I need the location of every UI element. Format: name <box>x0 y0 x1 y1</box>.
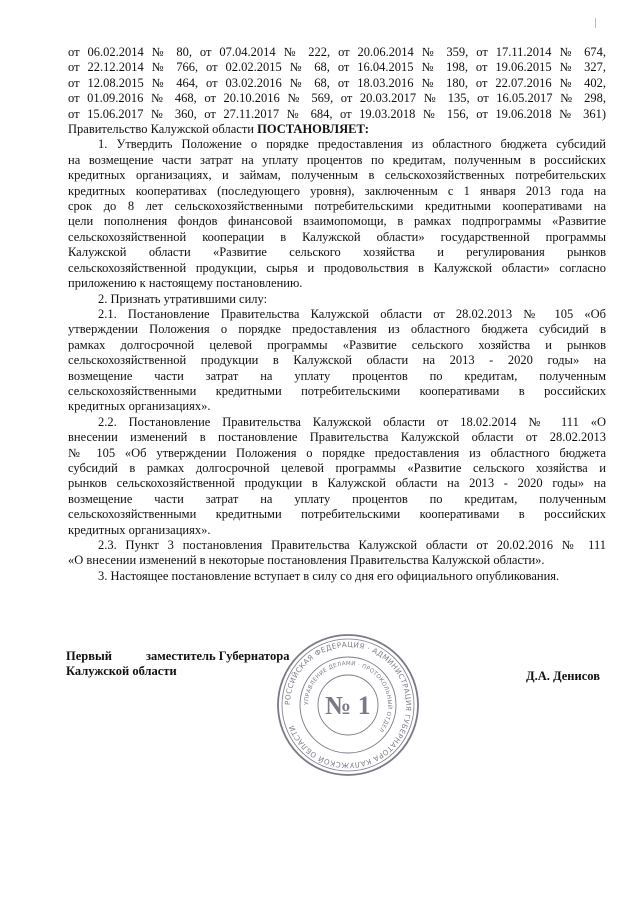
item-2-2-line: рынков сельскохозяйственной продукции в Калужской области на 2013 - 2020 годы» на <box>68 476 606 491</box>
item-1-line: сельскохозяйственной кооперации в Калужской области» государственной программы <box>68 229 606 244</box>
item-1-line: кредитных организациях, и займам, полученным в сельскохозяйственных потребительских <box>68 168 606 183</box>
stamp-ring-text: РОССИЙСКАЯ ФЕДЕРАЦИЯ · АДМИНИСТРАЦИЯ ГУБЕРНАТОРА КАЛУЖСКОЙ ОБЛАСТИ <box>282 639 414 771</box>
item-2-2-line: кредитных организациях». <box>68 522 211 537</box>
scan-mark <box>595 18 596 28</box>
item-1-line: приложению к настоящему постановлению. <box>68 276 303 291</box>
stamp-inner-text: УПРАВЛЕНИЕ ДЕЛАМИ · ПРОТОКОЛЬНЫЙ ОТДЕЛ <box>303 660 393 734</box>
item-2-2-line: № 105 «Об утверждении Положения о порядке предоставления из областного бюджета <box>68 445 606 460</box>
signatory-title-rest: заместитель Губернатора <box>145 649 290 663</box>
official-seal-stamp <box>273 630 423 780</box>
item-1-line: сельскохозяйственной продукции, сырья и продовольствия в Калужской области» согласно <box>68 260 606 275</box>
item-2-3-line: 2.3. Пункт 3 постановления Правительства Калужской области от 20.02.2016 № 111 <box>98 538 606 552</box>
item-3: 3. Настоящее постановление вступает в силу со дня его официального опубликования. <box>98 568 560 583</box>
decree-references <box>68 45 606 122</box>
document-body <box>68 45 606 584</box>
reference-line: от 06.02.2014 № 80, от 07.04.2014 № 222, от 20.06.2014 № 359, от 17.11.2014 № 674, <box>68 45 606 59</box>
item-2-2-line: возмещение части затрат на уплату процентов по кредитам, полученным <box>68 491 606 506</box>
item-2-3 <box>68 538 606 569</box>
item-1-line: на возмещение части затрат на уплату процентов по кредитам, полученным в российских <box>68 152 606 167</box>
item-2-1-line: возмещение части затрат на уплату процентов по кредитам, полученным <box>68 368 606 383</box>
item-2-1-line: утверждении Положения о порядке предоставления из областного бюджета субсидий в <box>68 322 606 337</box>
item-2-1-line: рамках долгосрочной целевой программы «Развитие сельского хозяйства и рынков <box>68 337 606 352</box>
item-1-line: цели пополнения фондов финансовой взаимопомощи, в рамках подпрограммы «Развитие <box>68 214 606 229</box>
item-2-heading: 2. Признать утратившими силу: <box>98 291 268 306</box>
stamp-number: № 1 <box>325 691 371 720</box>
item-1-line: кредитных кооперативах (последующего уровня), заключенным с 1 января 2013 года на <box>68 183 606 198</box>
item-2-2 <box>68 415 606 538</box>
item-2-1 <box>68 307 606 415</box>
item-1-line: Калужской области «Развитие сельского хозяйства и регулирования рынков <box>68 245 606 260</box>
item-2-2-line: сельскохозяйственными кредитными потребительскими кооперативами в российских <box>68 507 606 522</box>
government-name: Правительство Калужской области <box>68 122 254 137</box>
item-1-line: 1. Утвердить Положение о порядке предоставления из областного бюджета субсидий <box>98 137 606 152</box>
signatory-title-first: Первый <box>66 649 112 663</box>
item-1-line: срок до 8 лет сельскохозяйственными потребительскими кредитными кооперативами на <box>68 199 606 214</box>
item-2-1-line: 2.1. Постановление Правительства Калужской области от 28.02.2013 № 105 «Об <box>98 306 606 321</box>
signatory-name: Д.А. Денисов <box>526 669 600 683</box>
item-2-2-line: 2.2. Постановление Правительства Калужской области от 18.02.2014 № 111 «О <box>98 414 606 429</box>
reference-line: от 22.12.2014 № 766, от 02.02.2015 № 68, от 16.04.2015 № 198, от 19.06.2015 № 327, <box>68 60 606 75</box>
item-2-2-line: субсидий в рамках долгосрочной целевой программы «Развитие сельского хозяйства и <box>68 460 606 475</box>
item-2-1-line: сельскохозяйственными кредитными потребительскими кооперативами в российских <box>68 383 606 398</box>
signatory-region: Калужской области <box>66 664 177 679</box>
item-2-1-line: кредитных организациях». <box>68 399 211 414</box>
decree-statement <box>68 122 606 137</box>
decree-word: ПОСТАНОВЛЯЕТ <box>257 122 365 137</box>
reference-line: от 01.09.2016 № 468, от 20.10.2016 № 569, от 20.03.2017 № 135, от 16.05.2017 № 298, <box>68 91 606 106</box>
item-1 <box>68 137 606 291</box>
decree-colon: : <box>364 122 369 137</box>
reference-line: от 12.08.2015 № 464, от 03.02.2016 № 68, от 18.03.2016 № 180, от 22.07.2016 № 402, <box>68 75 606 90</box>
item-2-1-line: сельскохозяйственной продукции в Калужской области на 2013 - 2020 годы» на <box>68 353 606 368</box>
reference-line: от 15.06.2017 № 360, от 27.11.2017 № 684, от 19.03.2018 № 156, от 19.06.2018 № 361) <box>68 106 606 121</box>
item-2-2-line: внесении изменений в постановление Правительства Калужской области от 28.02.2013 <box>68 430 606 445</box>
item-2-3-line: «О внесении изменений в некоторые постановления Правительства Калужской области». <box>68 553 545 568</box>
